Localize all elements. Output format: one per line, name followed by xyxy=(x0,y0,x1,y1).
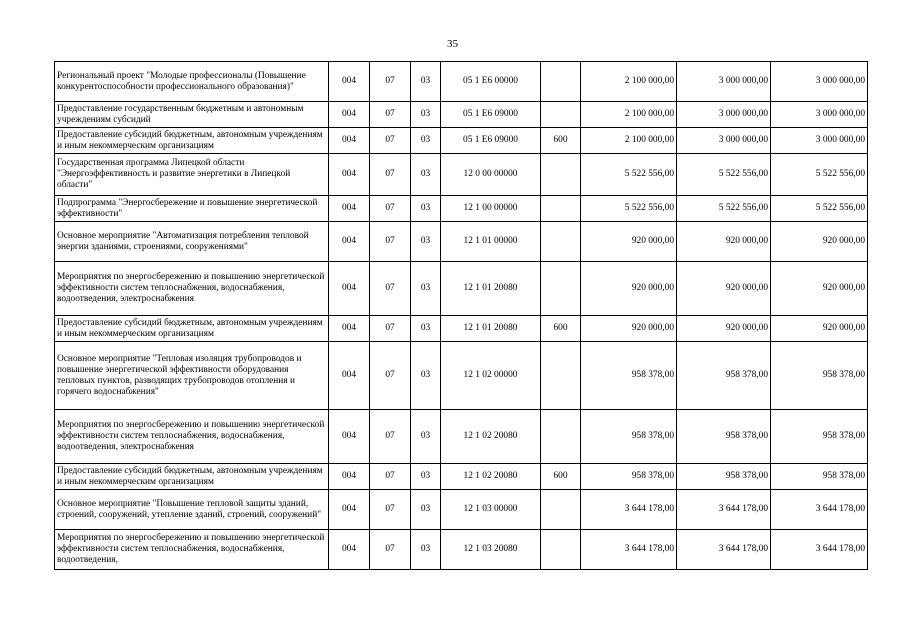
subsection-code: 03 xyxy=(411,102,441,128)
expense-type-code xyxy=(541,490,581,530)
section-code: 07 xyxy=(370,196,411,222)
expense-type-code xyxy=(541,410,581,464)
amount-year-3: 958 378,00 xyxy=(771,410,868,464)
target-article-code: 12 1 01 00000 xyxy=(441,222,541,262)
row-name: Предоставление субсидий бюджетным, автономным учреждениям и иным некоммерческим организациям xyxy=(55,464,329,490)
amount-year-2: 958 378,00 xyxy=(677,342,771,410)
amount-year-3: 3 644 178,00 xyxy=(771,530,868,570)
amount-year-1: 958 378,00 xyxy=(581,410,677,464)
amount-year-1: 5 522 556,00 xyxy=(581,154,677,196)
section-code: 07 xyxy=(370,222,411,262)
amount-year-2: 3 644 178,00 xyxy=(677,490,771,530)
table-row xyxy=(55,196,868,222)
row-name: Основное мероприятие "Повышение тепловой защиты зданий, строений, сооружений, утепление зданий, строений, сооружений" xyxy=(55,490,329,530)
amount-year-2: 958 378,00 xyxy=(677,410,771,464)
row-name: Основное мероприятие "Тепловая изоляция трубопроводов и повышение энергетической эффективности оборудования тепловых пунктов, разводящих трубопроводов отопления и горячего водоснабжения" xyxy=(55,342,329,410)
amount-year-1: 3 644 178,00 xyxy=(581,490,677,530)
expense-type-code xyxy=(541,102,581,128)
expense-type-code xyxy=(541,154,581,196)
amount-year-3: 920 000,00 xyxy=(771,316,868,342)
amount-year-2: 3 644 178,00 xyxy=(677,530,771,570)
subsection-code: 03 xyxy=(411,128,441,154)
table-row xyxy=(55,154,868,196)
amount-year-1: 2 100 000,00 xyxy=(581,128,677,154)
ved-code: 004 xyxy=(329,154,370,196)
section-code: 07 xyxy=(370,490,411,530)
page-number: 35 xyxy=(447,38,458,50)
row-name: Подпрограмма "Энергосбережение и повышение энергетической эффективности" xyxy=(55,196,329,222)
section-code: 07 xyxy=(370,128,411,154)
ved-code: 004 xyxy=(329,196,370,222)
subsection-code: 03 xyxy=(411,464,441,490)
section-code: 07 xyxy=(370,316,411,342)
target-article-code: 05 1 E6 00000 xyxy=(441,62,541,102)
amount-year-1: 920 000,00 xyxy=(581,222,677,262)
amount-year-2: 920 000,00 xyxy=(677,222,771,262)
amount-year-2: 920 000,00 xyxy=(677,262,771,316)
table-row xyxy=(55,316,868,342)
amount-year-3: 3 000 000,00 xyxy=(771,102,868,128)
section-code: 07 xyxy=(370,262,411,316)
table-body xyxy=(55,62,868,570)
subsection-code: 03 xyxy=(411,154,441,196)
amount-year-3: 5 522 556,00 xyxy=(771,154,868,196)
expense-type-code xyxy=(541,262,581,316)
table-row xyxy=(55,342,868,410)
section-code: 07 xyxy=(370,464,411,490)
row-name: Региональный проект "Молодые профессионалы (Повышение конкурентоспособности профессионального образования)" xyxy=(55,62,329,102)
row-name: Государственная программа Липецкой области "Энергоэффективность и развитие энергетики в Липецкой области" xyxy=(55,154,329,196)
section-code: 07 xyxy=(370,62,411,102)
ved-code: 004 xyxy=(329,262,370,316)
table-row xyxy=(55,464,868,490)
section-code: 07 xyxy=(370,410,411,464)
amount-year-1: 3 644 178,00 xyxy=(581,530,677,570)
target-article-code: 12 1 01 20080 xyxy=(441,262,541,316)
amount-year-3: 958 378,00 xyxy=(771,464,868,490)
subsection-code: 03 xyxy=(411,342,441,410)
amount-year-2: 3 000 000,00 xyxy=(677,62,771,102)
ved-code: 004 xyxy=(329,464,370,490)
row-name: Мероприятия по энергосбережению и повышению энергетической эффективности систем теплоснабжения, водоснабжения, водоотведения, xyxy=(55,530,329,570)
table-row xyxy=(55,410,868,464)
target-article-code: 05 1 E6 09000 xyxy=(441,102,541,128)
subsection-code: 03 xyxy=(411,316,441,342)
ved-code: 004 xyxy=(329,316,370,342)
ved-code: 004 xyxy=(329,490,370,530)
ved-code: 004 xyxy=(329,342,370,410)
subsection-code: 03 xyxy=(411,62,441,102)
subsection-code: 03 xyxy=(411,490,441,530)
table-row xyxy=(55,262,868,316)
expense-type-code: 600 xyxy=(541,128,581,154)
amount-year-2: 920 000,00 xyxy=(677,316,771,342)
subsection-code: 03 xyxy=(411,530,441,570)
amount-year-3: 3 000 000,00 xyxy=(771,62,868,102)
row-name: Предоставление государственным бюджетным и автономным учреждениям субсидий xyxy=(55,102,329,128)
amount-year-1: 2 100 000,00 xyxy=(581,102,677,128)
subsection-code: 03 xyxy=(411,410,441,464)
ved-code: 004 xyxy=(329,62,370,102)
subsection-code: 03 xyxy=(411,262,441,316)
amount-year-3: 5 522 556,00 xyxy=(771,196,868,222)
target-article-code: 12 1 02 00000 xyxy=(441,342,541,410)
amount-year-3: 920 000,00 xyxy=(771,222,868,262)
ved-code: 004 xyxy=(329,128,370,154)
expense-type-code: 600 xyxy=(541,316,581,342)
expense-type-code: 600 xyxy=(541,464,581,490)
row-name: Основное мероприятие "Автоматизация потребления тепловой энергии зданиями, строениями, сооружениями" xyxy=(55,222,329,262)
ved-code: 004 xyxy=(329,102,370,128)
amount-year-1: 920 000,00 xyxy=(581,262,677,316)
subsection-code: 03 xyxy=(411,196,441,222)
amount-year-2: 3 000 000,00 xyxy=(677,128,771,154)
subsection-code: 03 xyxy=(411,222,441,262)
expense-type-code xyxy=(541,62,581,102)
amount-year-1: 5 522 556,00 xyxy=(581,196,677,222)
expense-type-code xyxy=(541,342,581,410)
row-name: Предоставление субсидий бюджетным, автономным учреждениям и иным некоммерческим организациям xyxy=(55,128,329,154)
section-code: 07 xyxy=(370,102,411,128)
ved-code: 004 xyxy=(329,530,370,570)
ved-code: 004 xyxy=(329,222,370,262)
expense-type-code xyxy=(541,222,581,262)
budget-table xyxy=(54,61,868,570)
target-article-code: 05 1 E6 09000 xyxy=(441,128,541,154)
target-article-code: 12 1 01 20080 xyxy=(441,316,541,342)
expense-type-code xyxy=(541,196,581,222)
amount-year-3: 3 644 178,00 xyxy=(771,490,868,530)
amount-year-3: 920 000,00 xyxy=(771,262,868,316)
amount-year-1: 958 378,00 xyxy=(581,342,677,410)
amount-year-3: 3 000 000,00 xyxy=(771,128,868,154)
target-article-code: 12 1 02 20080 xyxy=(441,464,541,490)
expense-type-code xyxy=(541,530,581,570)
ved-code: 004 xyxy=(329,410,370,464)
amount-year-1: 920 000,00 xyxy=(581,316,677,342)
table-row xyxy=(55,530,868,570)
amount-year-1: 958 378,00 xyxy=(581,464,677,490)
target-article-code: 12 1 02 20080 xyxy=(441,410,541,464)
table-row xyxy=(55,490,868,530)
amount-year-2: 5 522 556,00 xyxy=(677,154,771,196)
target-article-code: 12 1 03 00000 xyxy=(441,490,541,530)
target-article-code: 12 0 00 00000 xyxy=(441,154,541,196)
amount-year-2: 5 522 556,00 xyxy=(677,196,771,222)
amount-year-2: 3 000 000,00 xyxy=(677,102,771,128)
section-code: 07 xyxy=(370,342,411,410)
row-name: Мероприятия по энергосбережению и повышению энергетической эффективности систем теплоснабжения, водоснабжения, водоотведения, электроснабжения xyxy=(55,410,329,464)
section-code: 07 xyxy=(370,154,411,196)
table-row xyxy=(55,62,868,102)
table-row xyxy=(55,128,868,154)
target-article-code: 12 1 00 00000 xyxy=(441,196,541,222)
table-row xyxy=(55,102,868,128)
target-article-code: 12 1 03 20080 xyxy=(441,530,541,570)
row-name: Предоставление субсидий бюджетным, автономным учреждениям и иным некоммерческим организациям xyxy=(55,316,329,342)
table-row xyxy=(55,222,868,262)
amount-year-2: 958 378,00 xyxy=(677,464,771,490)
section-code: 07 xyxy=(370,530,411,570)
amount-year-1: 2 100 000,00 xyxy=(581,62,677,102)
amount-year-3: 958 378,00 xyxy=(771,342,868,410)
row-name: Мероприятия по энергосбережению и повышению энергетической эффективности систем теплоснабжения, водоснабжения, водоотведения, электроснабжения xyxy=(55,262,329,316)
